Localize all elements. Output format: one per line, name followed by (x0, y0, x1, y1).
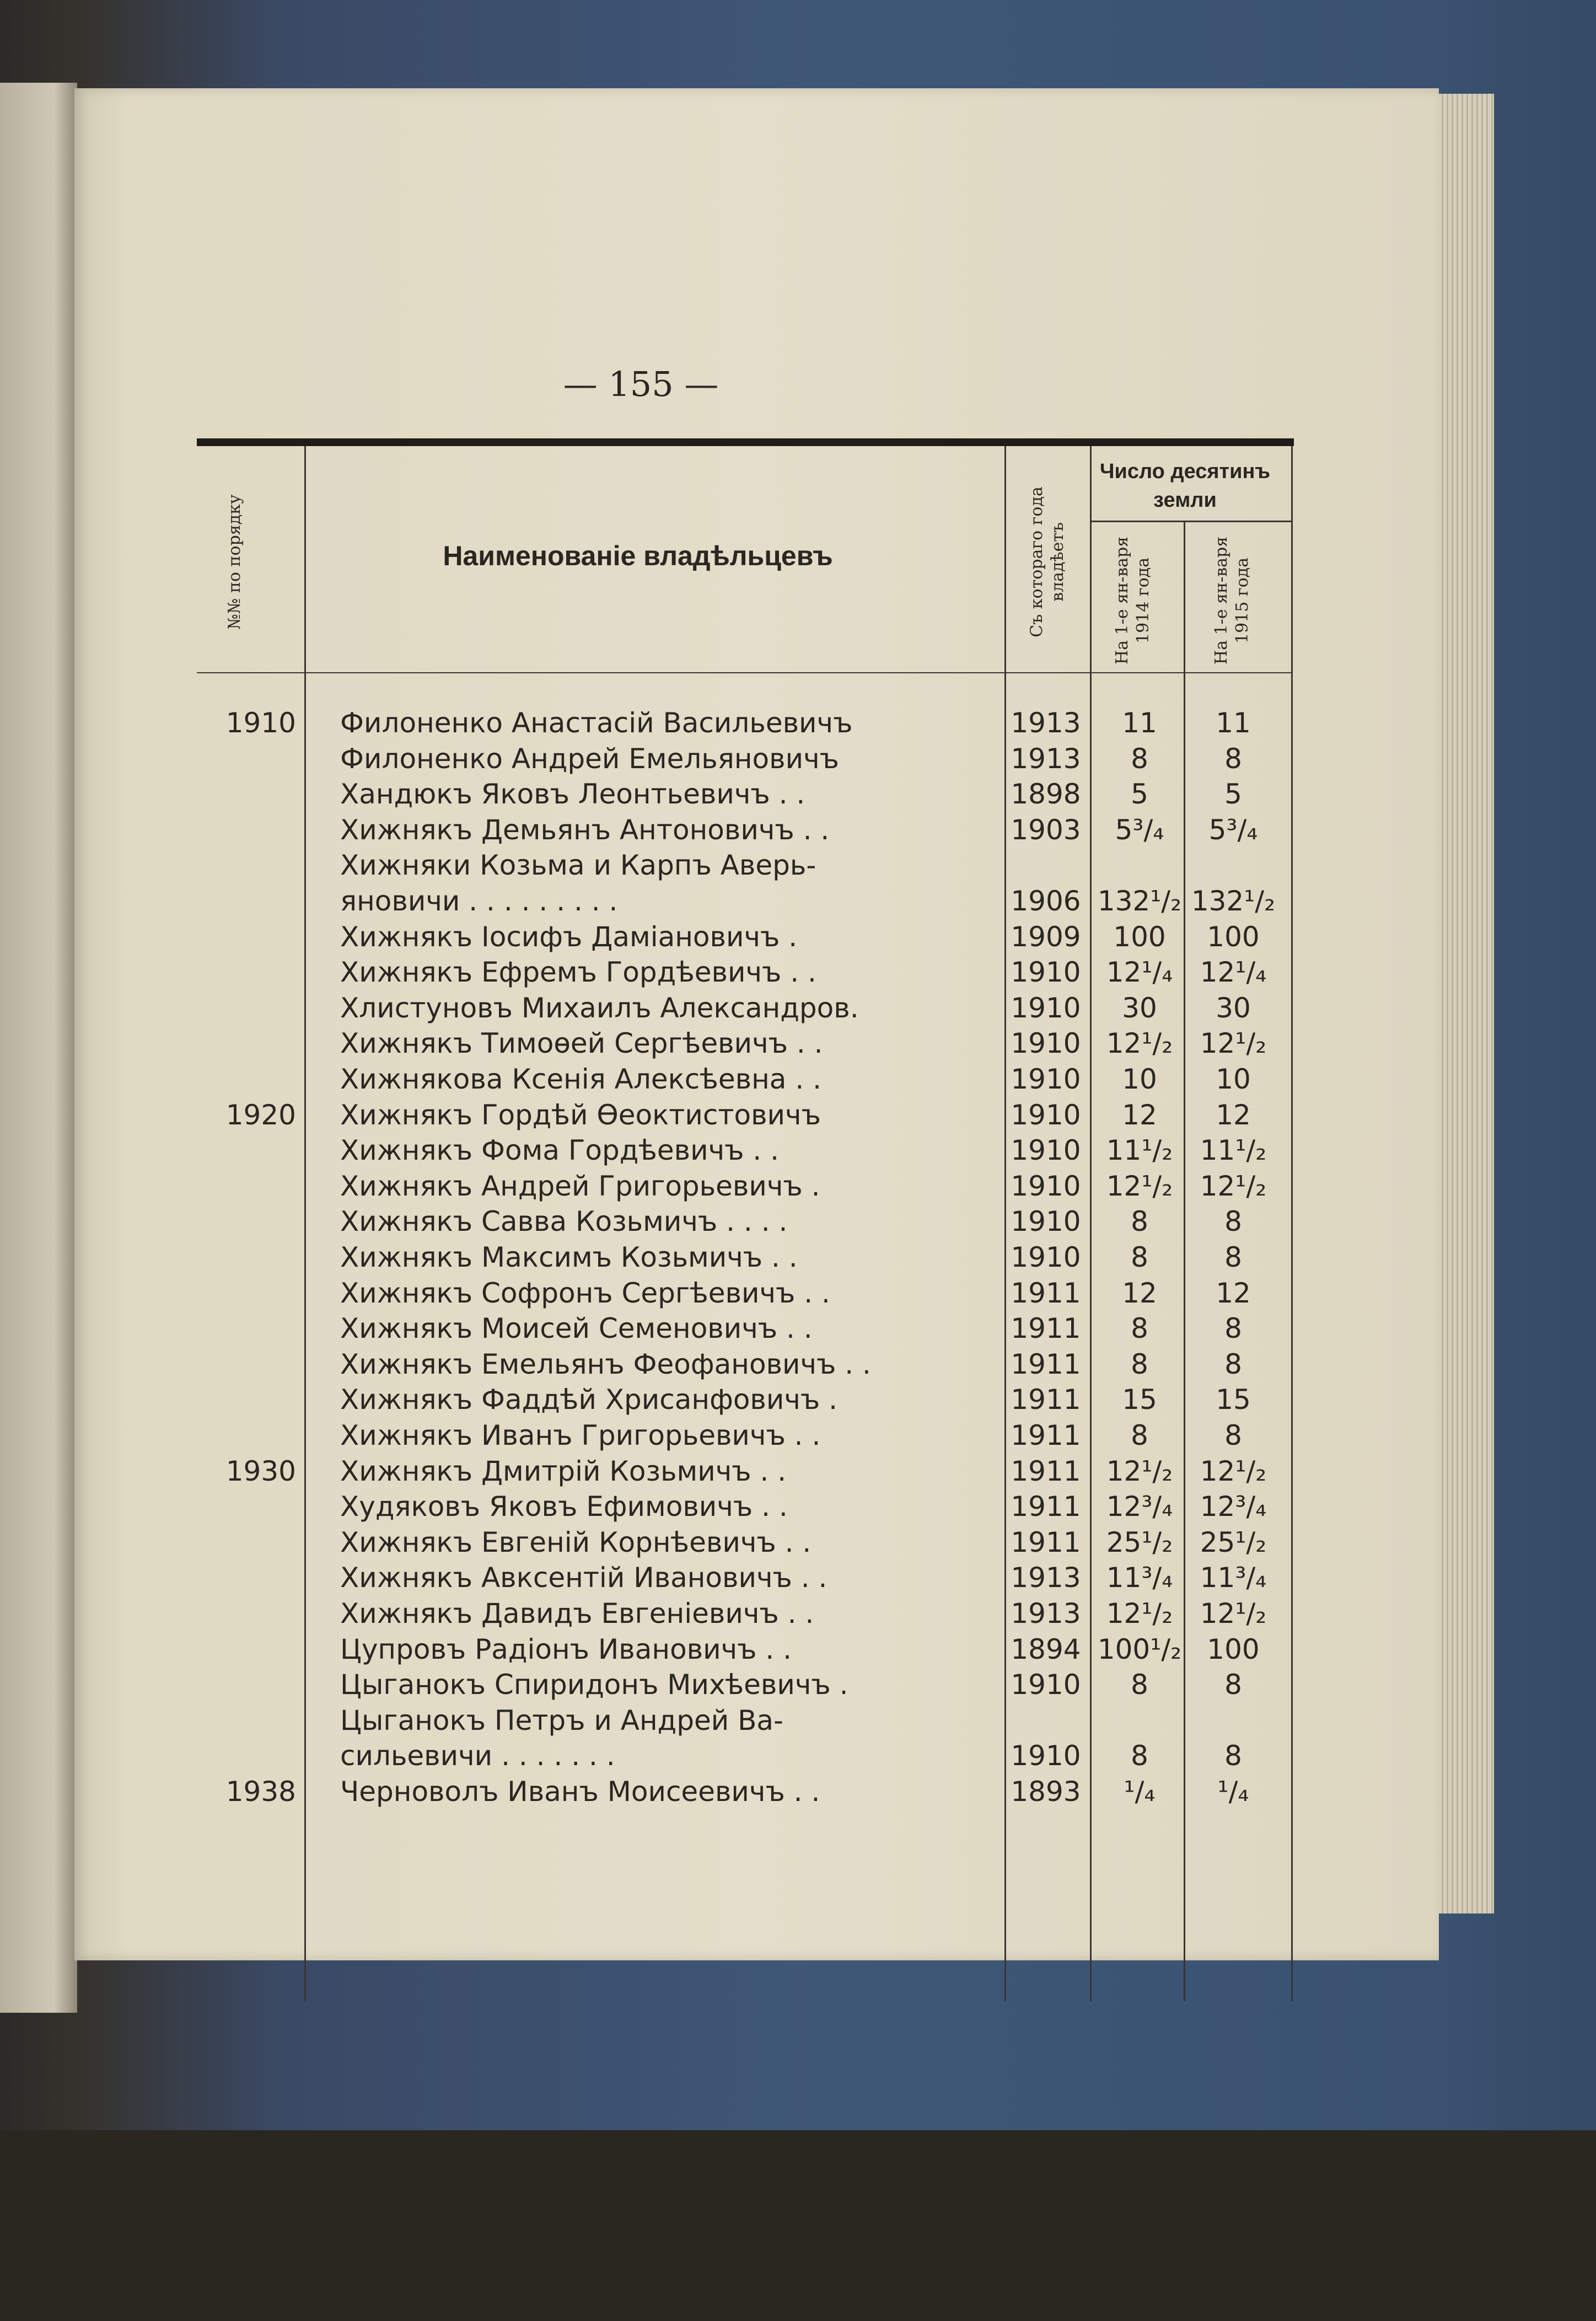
owner-name: Цыганокъ Спиридонъ Михѣевичъ . (340, 1669, 848, 1701)
land-1915: 8 (1224, 1348, 1242, 1380)
table-row (197, 1133, 1294, 1168)
year-owned: 1910 (1011, 956, 1081, 988)
header-col-1915: На 1-е ян-варя 1915 года (1212, 536, 1252, 665)
table-row (197, 990, 1294, 1026)
land-1915: 10 (1216, 1063, 1251, 1095)
land-1915: 8 (1224, 1205, 1242, 1237)
header-col-land: Число десятинъ земли (1099, 460, 1271, 512)
year-owned: 1911 (1011, 1419, 1081, 1451)
owner-name: Хижнякъ Софронъ Сергѣевичъ . . (340, 1277, 830, 1309)
land-1915: 12¹/₂ (1200, 1170, 1267, 1202)
land-table (197, 446, 1294, 2321)
land-1914: 8 (1131, 1241, 1148, 1273)
land-1914: 5 (1131, 778, 1148, 810)
owner-name: Хижнякъ Савва Козьмичъ . . . . (340, 1205, 788, 1237)
page-number: — 155 — (563, 364, 719, 404)
table-row (197, 1560, 1294, 1595)
owner-name: Хижнякъ Максимъ Козьмичъ . . (340, 1241, 798, 1273)
land-1915: 25¹/₂ (1200, 1526, 1267, 1558)
owner-name: Хижнякъ Фома Гордѣевичъ . . (340, 1134, 780, 1166)
land-1914: 8 (1131, 1205, 1148, 1237)
table-row (197, 1240, 1294, 1275)
land-1914: 12 (1122, 1099, 1157, 1131)
year-owned: 1911 (1011, 1312, 1081, 1344)
table-row (197, 883, 1294, 919)
header-col-name: Наименованіе владѣльцевъ (443, 540, 833, 571)
land-1915: 8 (1224, 1740, 1242, 1772)
land-1914: 12¹/₄ (1106, 956, 1173, 988)
table-row (197, 919, 1294, 955)
table-row (197, 1525, 1294, 1560)
land-1915: 12¹/₂ (1200, 1027, 1267, 1059)
land-1915: 12¹/₂ (1200, 1598, 1267, 1629)
owner-name: Хижнякъ Дмитрій Козьмичъ . . (340, 1455, 787, 1487)
land-1914: 11¹/₂ (1106, 1134, 1173, 1166)
land-1915: ¹/₄ (1217, 1776, 1249, 1808)
year-owned: 1910 (1011, 992, 1081, 1024)
header-bottom-line (197, 672, 1293, 673)
year-owned: 1910 (1011, 1669, 1081, 1701)
table-row (197, 1703, 1294, 1738)
land-1915: 8 (1224, 743, 1242, 775)
table-row (197, 1168, 1294, 1204)
header-col-num: №№ по порядку (225, 494, 244, 630)
table-row (197, 1489, 1294, 1524)
owner-name: Хижнякъ Демьянъ Антоновичъ . . (340, 814, 830, 846)
land-1915: 8 (1224, 1419, 1242, 1451)
year-owned: 1910 (1011, 1170, 1081, 1202)
land-1915: 11¹/₂ (1200, 1134, 1267, 1166)
owner-name: Цыганокъ Петръ и Андрей Ва- (340, 1704, 784, 1736)
owner-name: Хижнякова Ксенія Алексѣевна . . (340, 1063, 821, 1095)
owner-name: Хижнякъ Евгеній Корнѣевичъ . . (340, 1526, 812, 1558)
land-1915: 30 (1216, 992, 1251, 1024)
table-row (197, 1774, 1294, 1809)
owner-name: Хижнякъ Иванъ Григорьевичъ . . (340, 1419, 821, 1451)
land-1914: 8 (1131, 1669, 1148, 1701)
year-owned: 1909 (1011, 921, 1081, 953)
page-stack-edge (1433, 94, 1494, 1913)
year-owned: 1910 (1011, 1740, 1081, 1772)
row-number: 1930 (225, 1455, 296, 1487)
table-row (197, 955, 1294, 990)
owner-name: яновичи . . . . . . . . . (340, 885, 618, 917)
land-1914: 25¹/₂ (1106, 1526, 1173, 1558)
year-owned: 1910 (1011, 1205, 1081, 1237)
land-1914: 10 (1122, 1063, 1157, 1095)
owner-name: Хижнякъ Іосифъ Даміановичъ . (340, 921, 798, 953)
row-number: 1938 (225, 1776, 296, 1808)
table-row (197, 1418, 1294, 1453)
land-1914: 12 (1122, 1277, 1157, 1309)
book-page (74, 88, 1439, 1960)
table-row (197, 1204, 1294, 1239)
year-owned: 1911 (1011, 1491, 1081, 1523)
year-owned: 1913 (1011, 1598, 1081, 1629)
year-owned: 1893 (1011, 1776, 1081, 1808)
year-owned: 1911 (1011, 1348, 1081, 1380)
land-1914: 8 (1131, 1740, 1148, 1772)
land-1914: ¹/₄ (1124, 1776, 1156, 1808)
year-owned: 1911 (1011, 1526, 1081, 1558)
land-1915: 5³/₄ (1208, 814, 1258, 846)
table-row (197, 1632, 1294, 1667)
owner-name: Хижнякъ Авксентій Ивановичъ . . (340, 1562, 827, 1594)
year-owned: 1910 (1011, 1099, 1081, 1131)
owner-name: Хижнякъ Андрей Григорьевичъ . (340, 1170, 820, 1202)
year-owned: 1913 (1011, 1562, 1081, 1594)
owner-name: Филоненко Анастасій Васильевичъ (340, 707, 853, 739)
land-1915: 11³/₄ (1200, 1562, 1267, 1594)
owner-name: Хижнякъ Фаддѣй Хрисанфовичъ . (340, 1384, 838, 1416)
owner-name: Хлистуновъ Михаилъ Александров. (340, 992, 859, 1024)
row-number: 1910 (225, 707, 296, 739)
land-1914: 12¹/₂ (1106, 1170, 1173, 1202)
table-row (197, 1026, 1294, 1061)
land-1914: 8 (1131, 1419, 1148, 1451)
year-owned: 1894 (1011, 1633, 1081, 1665)
land-1915: 8 (1224, 1669, 1242, 1701)
table-row (197, 1667, 1294, 1702)
land-1915: 12¹/₄ (1200, 956, 1267, 988)
table-row (197, 1311, 1294, 1346)
year-owned: 1911 (1011, 1277, 1081, 1309)
year-owned: 1910 (1011, 1241, 1081, 1273)
land-1914: 15 (1122, 1384, 1157, 1416)
table-row (197, 1062, 1294, 1097)
table-row (197, 1596, 1294, 1631)
owner-name: Хижняки Козьма и Карпъ Аверь- (340, 849, 816, 881)
owner-name: Хижнякъ Ефремъ Гордѣевичъ . . (340, 956, 816, 988)
land-1914: 132¹/₂ (1097, 885, 1182, 917)
table-row (197, 812, 1294, 848)
table-row (197, 776, 1294, 812)
owner-name: Черноволъ Иванъ Моисеевичъ . . (340, 1776, 820, 1808)
land-1914: 8 (1131, 1312, 1148, 1344)
land-1914: 100 (1113, 921, 1166, 953)
land-1915: 5 (1224, 778, 1242, 810)
land-1914: 12¹/₂ (1106, 1455, 1173, 1487)
table-row (197, 848, 1294, 883)
year-owned: 1911 (1011, 1384, 1081, 1416)
land-1914: 5³/₄ (1115, 814, 1164, 846)
owner-name: Хижнякъ Емельянъ Феофановичъ . . (340, 1348, 871, 1380)
year-owned: 1906 (1011, 885, 1081, 917)
land-1915: 12³/₄ (1200, 1491, 1267, 1523)
row-number: 1920 (225, 1099, 296, 1131)
land-1914: 30 (1122, 992, 1157, 1024)
year-owned: 1910 (1011, 1027, 1081, 1059)
land-1915: 100 (1207, 921, 1260, 953)
table-row (197, 705, 1294, 741)
header-col-1914: На 1-е ян-варя 1914 года (1113, 536, 1153, 665)
table-row (197, 741, 1294, 776)
land-1915: 8 (1224, 1241, 1242, 1273)
land-1914: 11 (1122, 707, 1157, 739)
year-owned: 1910 (1011, 1063, 1081, 1095)
year-owned: 1913 (1011, 707, 1081, 739)
table-row (197, 1097, 1294, 1133)
owner-name: Хижнякъ Гордѣй Ѳеоктистовичъ (340, 1099, 821, 1131)
year-owned: 1910 (1011, 1134, 1081, 1166)
year-owned: 1898 (1011, 778, 1081, 810)
land-subheader-line (1090, 521, 1291, 522)
table-row (197, 1382, 1294, 1417)
land-1914: 8 (1131, 1348, 1148, 1380)
land-1914: 12¹/₂ (1106, 1027, 1173, 1059)
owner-name: Филоненко Андрей Емельяновичъ (340, 743, 839, 775)
year-owned: 1911 (1011, 1455, 1081, 1487)
owner-name: сильевичи . . . . . . . (340, 1740, 615, 1772)
top-rule (197, 438, 1294, 446)
table-row (197, 1454, 1294, 1489)
land-1915: 11 (1216, 707, 1251, 739)
table-row (197, 1738, 1294, 1773)
land-1914: 11³/₄ (1106, 1562, 1173, 1594)
owner-name: Хижнякъ Моисей Семеновичъ . . (340, 1312, 813, 1344)
land-1915: 8 (1224, 1312, 1242, 1344)
land-1914: 8 (1131, 743, 1148, 775)
land-1914: 12¹/₂ (1106, 1598, 1173, 1629)
land-1915: 12¹/₂ (1200, 1455, 1267, 1487)
land-1915: 12 (1216, 1099, 1251, 1131)
year-owned: 1913 (1011, 743, 1081, 775)
header-col-year: Съ котораго года владѣетъ (1027, 486, 1067, 637)
owner-name: Цупровъ Радіонъ Ивановичъ . . (340, 1633, 792, 1665)
owner-name: Хандюкъ Яковъ Леонтьевичъ . . (340, 778, 805, 810)
owner-name: Хижнякъ Тимоѳей Сергѣевичъ . . (340, 1027, 823, 1059)
land-1915: 100 (1207, 1633, 1260, 1665)
owner-name: Хижнякъ Давидъ Евгеніевичъ . . (340, 1598, 814, 1629)
table-row (197, 1347, 1294, 1382)
land-1914: 12³/₄ (1106, 1491, 1173, 1523)
land-1915: 12 (1216, 1277, 1251, 1309)
year-owned: 1903 (1011, 814, 1081, 846)
land-1915: 15 (1216, 1384, 1251, 1416)
land-1915: 132¹/₂ (1191, 885, 1276, 917)
land-1914: 100¹/₂ (1097, 1633, 1182, 1665)
owner-name: Худяковъ Яковъ Ефимовичъ . . (340, 1491, 788, 1523)
table-row (197, 1275, 1294, 1311)
